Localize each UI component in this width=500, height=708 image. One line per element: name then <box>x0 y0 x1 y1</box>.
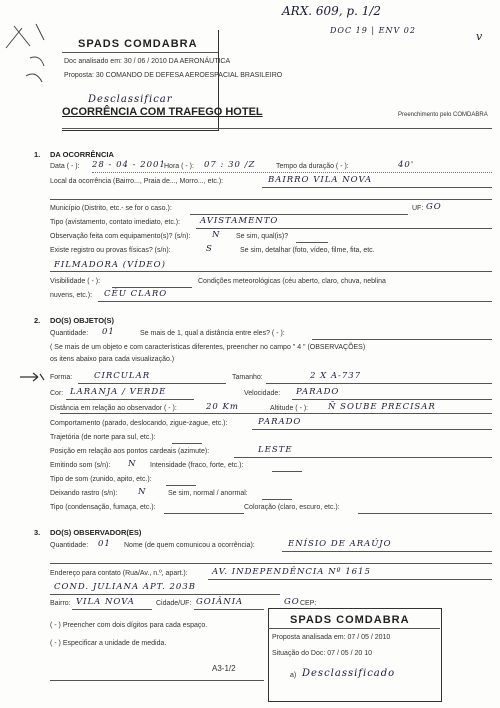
forma-label: Forma: <box>50 374 73 381</box>
rastro-label: Deixando rastro (s/n): <box>50 490 118 497</box>
doc-analisado-line: Doc analisado em: 30 / 06 / 2010 DA AERONÁUTICA <box>64 58 231 65</box>
quantidade-obj-value[interactable]: 01 <box>102 327 115 337</box>
header-signature: Desclassificar <box>88 94 173 105</box>
bottom-stamp-title: SPADS COMDABRA <box>290 614 410 626</box>
nuvens-value[interactable]: CÉU CLARO <box>104 289 168 299</box>
section1-heading: DA OCORRÊNCIA <box>50 150 114 159</box>
section1-number: 1. <box>34 150 41 159</box>
uf-value[interactable]: GO <box>426 202 442 212</box>
footer-note1: ( - ) Preencher com dois dígitos para cada espaço. <box>50 622 208 629</box>
posicao-label: Posição em relação aos pontos cardeais (azimute): <box>50 448 210 455</box>
bottom-stamp-signature: Desclassificado <box>302 668 396 679</box>
nome-value[interactable]: ENÍSIO DE ARAÚJO <box>288 539 392 549</box>
quantidade-obs-value[interactable]: 01 <box>98 539 111 549</box>
rastro-hint: Se sim, normal / anormal: <box>168 490 248 497</box>
corner-mark: v <box>476 30 484 43</box>
tipo-label: Tipo (avistamento, contato imediato, etc.): <box>50 219 181 226</box>
local-label: Local da ocorrência (Bairro..., Praia de..., Morro..., etc.): <box>50 178 224 185</box>
date-value[interactable]: 28 - 04 - 2001 <box>92 160 166 170</box>
tamanho-label: Tamanho: <box>232 374 263 381</box>
archive-ref: ARX. 609, p. 1/2 <box>282 4 382 18</box>
time-label: Hora ( - ): <box>164 163 194 170</box>
distancia-value[interactable]: 20 Km <box>206 402 239 412</box>
municipio-label: Município (Distrito, etc.- se for o caso.): <box>50 205 172 212</box>
page-ref: A3-1/2 <box>212 664 236 673</box>
forma-value[interactable]: CIRCULAR <box>94 371 151 381</box>
tamanho-value[interactable]: 2 X A-737 <box>310 371 362 381</box>
cidade-value[interactable]: GOIÂNIA <box>196 597 244 607</box>
cep-label: CEP: <box>300 600 317 607</box>
duration-label: Tempo da duração ( - ): <box>276 163 349 170</box>
doc-ref: DOC 19 | ENV 02 <box>330 26 416 35</box>
velocidade-value[interactable]: PARADO <box>296 387 340 397</box>
quantidade-obs-label: Quantidade: <box>50 542 89 549</box>
section2-heading: DO(S) OBJETO(S) <box>50 316 115 325</box>
obs-label: Observação feita com equipamento(s)? (s/n): <box>50 233 191 240</box>
tipo-rastro-label: Tipo (condensação, fumaça, etc.): <box>50 504 156 511</box>
duration-value[interactable]: 40' <box>398 160 415 170</box>
distancia-label: Distância em relação ao observador ( - ): <box>50 405 177 412</box>
nome-label: Nome (de quem comunicou a ocorrência): <box>124 542 255 549</box>
margin-scribble-icon <box>0 18 60 88</box>
bottom-stamp-line1: Proposta analisada em: 07 / 05 / 2010 <box>272 634 391 641</box>
comportamento-value[interactable]: PARADO <box>258 417 302 427</box>
fill-note: Preenchimento pelo COMDABRA <box>398 112 488 118</box>
cor-value[interactable]: LARANJA / VERDE <box>70 387 167 397</box>
obs-which: Se sim, qual(is)? <box>236 233 289 240</box>
form-title: OCORRÊNCIA COM TRAFEGO HOTEL <box>62 106 263 118</box>
uf-label: UF: <box>412 205 424 212</box>
registro-detail-value[interactable]: FILMADORA (VÍDEO) <box>54 260 166 270</box>
bottom-stamp-line2: Situação do Doc: 07 / 05 / 20 10 <box>272 650 373 657</box>
obs-value[interactable]: N <box>212 230 221 240</box>
date-label: Data ( - ): <box>50 163 80 170</box>
cidade-label: Cidade/UF: <box>156 600 192 607</box>
intensidade-label: Intensidade (fraco, forte, etc.): <box>150 462 244 469</box>
comportamento-label: Comportamento (parado, deslocando, zigue-zague, etc.): <box>50 420 228 427</box>
tipo-value[interactable]: AVISTAMENTO <box>200 216 279 226</box>
nuvens-label: nuvens, etc.): <box>50 292 93 299</box>
altitude-value[interactable]: Ñ SOUBE PRECISAR <box>328 402 436 412</box>
rastro-value[interactable]: N <box>138 487 147 497</box>
section2-number: 2. <box>34 316 41 325</box>
footer-note2: ( - ) Especificar a unidade de medida. <box>50 640 167 647</box>
visibilidade-label: Visibilidade ( - ): <box>50 278 101 285</box>
registro-value[interactable]: S <box>206 244 213 254</box>
posicao-value[interactable]: LESTE <box>258 445 293 455</box>
bairro-label: Bairro: <box>50 600 71 607</box>
endereco-value[interactable]: AV. INDEPENDÊNCIA Nº 1615 <box>212 567 371 577</box>
section2-note1: ( Se mais de um objeto e com características diferentes, preencher no campo " 4 " (OBSERVAÇÕES) <box>50 344 366 351</box>
som-value[interactable]: N <box>128 459 137 469</box>
time-value[interactable]: 07 : 30 /Z <box>204 160 256 170</box>
section3-heading: DO(S) OBSERVADOR(ES) <box>50 528 142 537</box>
som-label: Emitindo som (s/n): <box>50 462 111 469</box>
quantidade-obj-hint: Se mais de 1, qual a distância entre eles? ( - ): <box>140 330 285 337</box>
margin-arrow-icon <box>18 370 48 384</box>
trajetoria-label: Trajetória (de norte para sul, etc.): <box>50 434 156 441</box>
cor-label: Cor: <box>50 390 64 397</box>
cep-value[interactable]: GO <box>284 597 300 607</box>
tipo-som-label: Tipo de som (zunido, apito, etc.): <box>50 476 152 483</box>
condicoes-label: Condições meteorológicas (céu aberto, claro, chuva, neblina <box>198 278 386 285</box>
registro-label: Existe registro ou provas físicas? (s/n): <box>50 247 171 254</box>
bairro-value[interactable]: VILA NOVA <box>76 597 135 607</box>
velocidade-label: Velocidade: <box>244 390 281 397</box>
endereco-value2[interactable]: COND. JULIANA APT. 203B <box>54 582 196 592</box>
proposta-line: Proposta: 30 COMANDO DE DEFESA AEROESPACIAL BRASILEIRO <box>64 72 283 79</box>
coloracao-label: Coloração (claro, escuro, etc.): <box>244 504 340 511</box>
altitude-label: Altitude ( - ): <box>270 405 309 412</box>
bottom-stamp-sign-prefix: a) <box>290 672 297 679</box>
quantidade-obj-label: Quantidade: <box>50 330 89 337</box>
section2-note2: os itens abaixo para cada visualização.) <box>50 356 175 363</box>
header-stamp-title: SPADS COMDABRA <box>78 38 198 50</box>
local-value[interactable]: BAIRRO VILA NOVA <box>268 175 373 185</box>
endereco-label: Endereço para contato (Rua/Av., n.º, apart.): <box>50 570 188 577</box>
section3-number: 3. <box>34 528 41 537</box>
registro-detail: Se sim, detalhar (foto, vídeo, filme, fita, etc. <box>240 247 375 254</box>
